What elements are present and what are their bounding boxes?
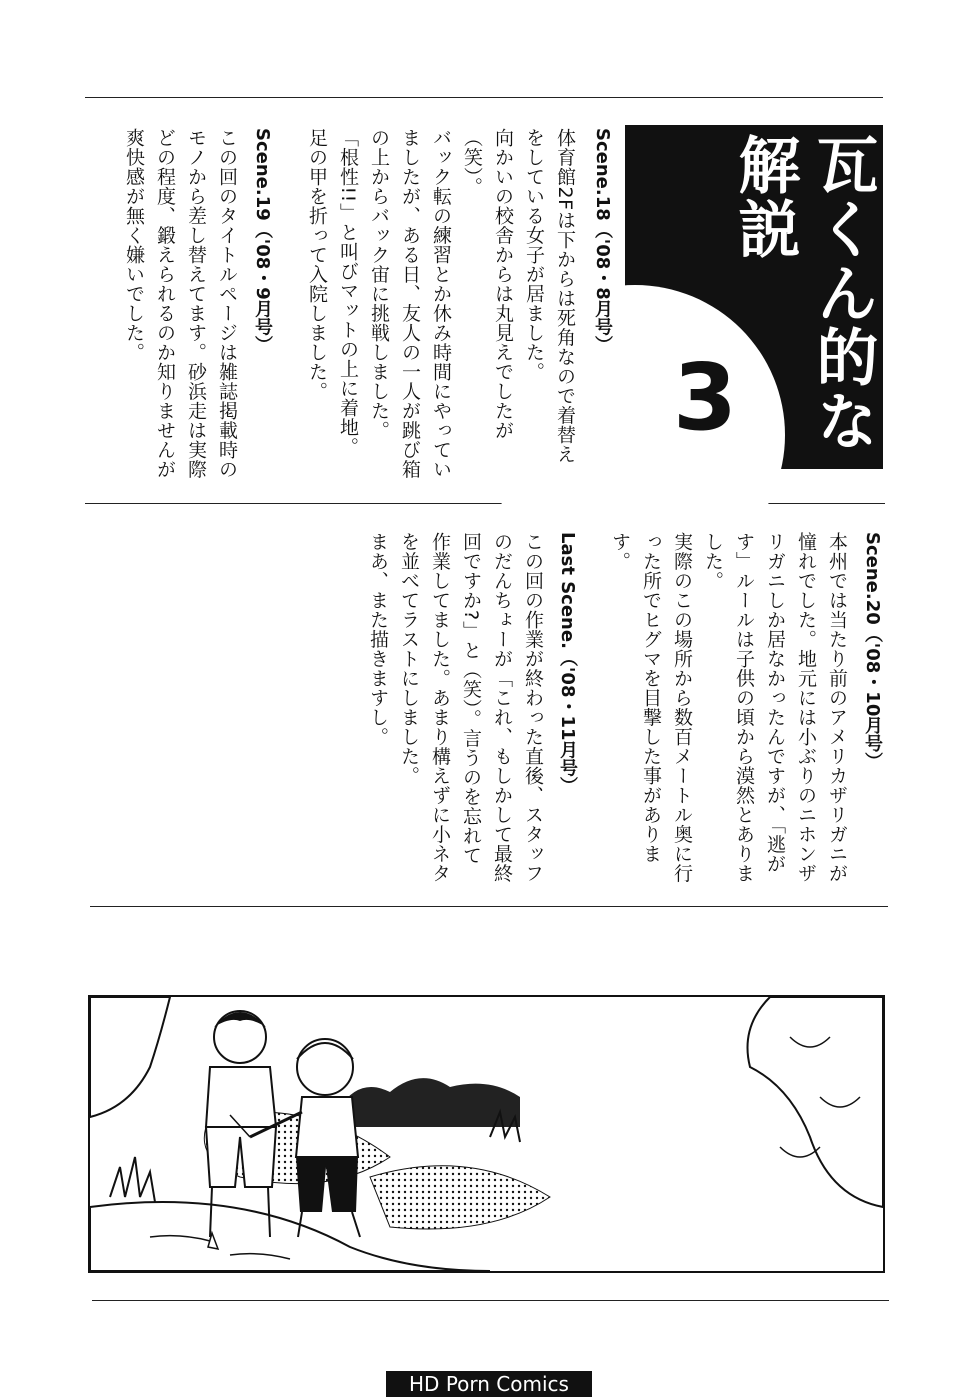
scene19-body: この回のタイトルページは雑誌掲載時の モノから差し替えてます。砂浜走は実際 どの程度、鍛えられるのか知りませんが 爽快感が無く嫌いでした。 [123, 128, 238, 479]
footer-watermark: HD Porn Comics [386, 1371, 592, 1397]
title-number: 3 [672, 344, 737, 451]
last-scene-heading: Last Scene.（'08・11月号） [557, 532, 578, 795]
rule-lower [90, 906, 888, 907]
rule-bottom [92, 1300, 889, 1301]
title-block [625, 125, 883, 469]
page-title: 瓦くん的な 解説 [728, 133, 879, 453]
scene18-body: 体育館2Fは下からは死角なので着替え をしている女子が居ました。 向かいの校舎からは丸見えでしたが（笑）。 バック転の練習とか休み時間にやってい ましたが、ある日、友人の一人が跳び箱 の上からバック宙に挑戦しました。 「根性!!」と叫びマットの上に着地。 足の甲を折って入院しました。 [306, 128, 576, 479]
manga-illustration-panel [88, 995, 885, 1273]
illustration-kids-by-stream [90, 997, 883, 1271]
scene18-heading: Scene.18（'08・8月号） [592, 128, 613, 354]
scene19-heading: Scene.19（'08・9月号） [252, 128, 273, 354]
scene20-heading: Scene.20（'08・10月号） [862, 532, 883, 771]
rule-top [85, 97, 883, 98]
scene20-body: 本州では当たり前のアメリカザリガニが 憧れでした。地元には小ぶりのニホンザ リガニしか居なかったんですが、「逃が す」ルールは子供の頃から漠然とありま した。 実際のこの場所から数百メートル奥に行 った所でヒグマを目撃した事があります。 [609, 532, 848, 883]
last-scene-body: この回の作業が終わった直後、スタッフ のだんちょーが「これ、もしかして最終 回ですか?」と（笑）。言うのを忘れて 作業してました。あまり構えずに小ネタ を並べてラストにしました。 まあ、また描きますし。 [367, 532, 544, 883]
